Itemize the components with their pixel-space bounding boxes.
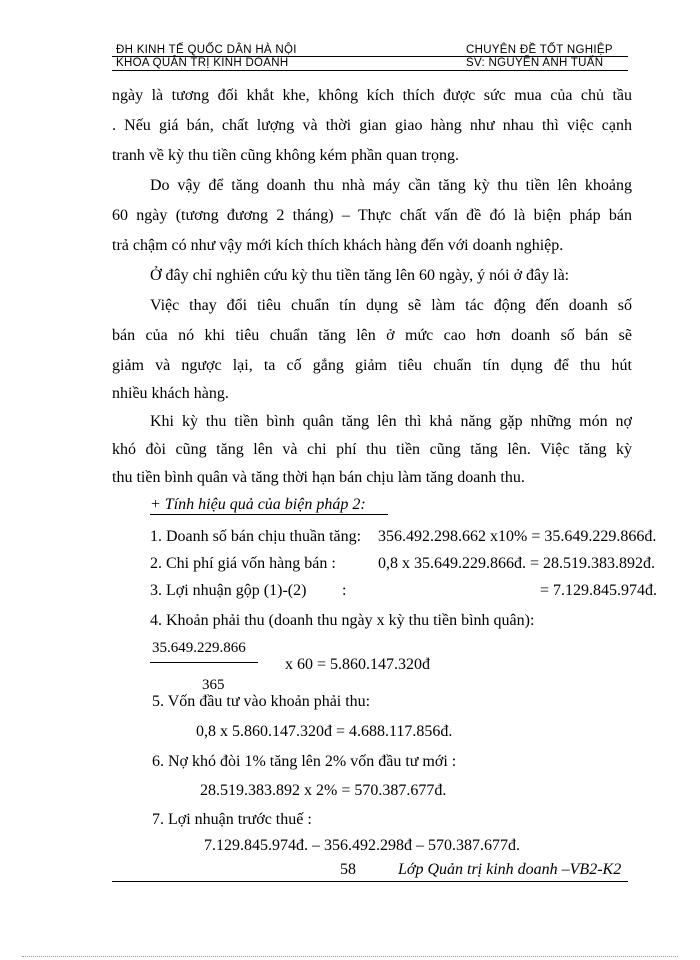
header-faculty: KHOA QUẢN TRỊ KINH DOANH xyxy=(116,57,289,69)
calc-heading: + Tính hiệu quả của biện pháp 2: xyxy=(150,496,366,513)
paragraph-2-line-3: trả chậm có như vậy mới kích thích khách hàng đến với doanh nghiệp. xyxy=(112,237,564,254)
footer-class-name: Lớp Quản trị kinh doanh –VB2-K2 xyxy=(398,861,622,878)
paragraph-5-line-1: Khi kỳ thu tiền bình quân tăng lên thì khả năng gặp những món nợ xyxy=(150,413,632,430)
paragraph-4-line-2: bán của nó khi tiêu chuẩn tăng lên ở mức cao hơn doanh số bán sẽ xyxy=(112,327,632,344)
calc-item-1-value: 356.492.298.662 x10% = 35.649.229.866đ. xyxy=(378,528,657,545)
calc-item-6-value: 28.519.383.892 x 2% = 570.387.677đ. xyxy=(200,782,447,799)
calc-item-4-result: x 60 = 5.860.147.320đ xyxy=(285,656,431,673)
page-number: 58 xyxy=(340,861,356,878)
calc-item-2-label: 2. Chi phí giá vốn hàng bán : xyxy=(150,555,336,572)
calc-item-7-value: 7.129.845.974đ. – 356.492.298đ – 570.387.677đ. xyxy=(204,837,520,854)
paragraph-4-line-1: Việc thay đổi tiêu chuẩn tín dụng sẽ làm tác động đến doanh số xyxy=(150,297,632,314)
header-student: SV: NGUYỄN ANH TUẤN xyxy=(466,57,604,69)
calc-item-1-label: 1. Doanh số bán chịu thuần tăng: xyxy=(150,528,362,545)
page-edge-dots xyxy=(22,956,678,957)
calc-item-3-value: = 7.129.845.974đ. xyxy=(540,582,658,599)
calc-item-4-label: 4. Khoản phải thu (doanh thu ngày x kỳ thu tiền bình quân): xyxy=(150,612,535,629)
header-school: ĐH KINH TẾ QUỐC DÂN HÀ NỘI xyxy=(116,44,297,56)
calc-item-7-label: 7. Lợi nhuận trước thuế : xyxy=(152,811,312,828)
calc-item-4-numerator: 35.649.229.866 xyxy=(152,640,246,656)
calc-item-3-label: 3. Lợi nhuận gộp (1)-(2) xyxy=(150,582,307,599)
fraction-bar xyxy=(150,662,258,663)
paragraph-1-line-1: ngày là tương đối khắt khe, không kích thích được sức mua của chủ tầu xyxy=(112,87,632,104)
calc-item-5-value: 0,8 x 5.860.147.320đ = 4.688.117.856đ. xyxy=(196,723,453,740)
paragraph-2-line-2: 60 ngày (tương đương 2 tháng) – Thực chất vấn đề đó là biện pháp bán xyxy=(112,207,632,224)
calc-item-4-denominator: 365 xyxy=(202,677,225,693)
calc-heading-underline xyxy=(150,514,388,515)
paragraph-1-line-3: tranh về kỳ thu tiền cũng không kém phần quan trọng. xyxy=(112,147,460,164)
header-rule-1 xyxy=(112,56,628,57)
calc-item-6-label: 6. Nợ khó đòi 1% tăng lên 2% vốn đầu tư mới : xyxy=(152,753,457,770)
paragraph-2-line-1: Do vậy để tăng doanh thu nhà máy cần tăng kỳ thu tiền lên khoảng xyxy=(150,177,632,194)
paragraph-4-line-4: nhiều khách hàng. xyxy=(112,385,229,402)
calc-item-2-value: 0,8 x 35.649.229.866đ. = 28.519.383.892đ. xyxy=(378,555,656,572)
header-doc-type: CHUYÊN ĐỀ TỐT NGHIỆP xyxy=(466,44,613,56)
paragraph-3: Ở đây chỉ nghiên cứu kỳ thu tiền tăng lên 60 ngày, ý nói ở đây là: xyxy=(150,267,570,284)
header-rule-2 xyxy=(112,70,628,71)
footer-rule xyxy=(112,881,628,882)
calc-item-5-label: 5. Vốn đầu tư vào khoản phải thu: xyxy=(152,693,371,710)
calc-item-3-colon: : xyxy=(342,582,347,599)
paragraph-4-line-3: giảm và ngược lại, ta cố gắng giảm tiêu chuẩn tín dụng để thu hút xyxy=(112,357,632,374)
paragraph-1-line-2: . Nếu giá bán, chất lượng và thời gian giao hàng như nhau thì việc cạnh xyxy=(112,117,632,134)
paragraph-5-line-3: thu tiền bình quân và tăng thời hạn bán chịu làm tăng doanh thu. xyxy=(112,469,525,486)
paragraph-5-line-2: khó đòi cũng tăng lên và chi phí thu tiền cũng tăng lên. Việc tăng kỳ xyxy=(112,441,632,458)
